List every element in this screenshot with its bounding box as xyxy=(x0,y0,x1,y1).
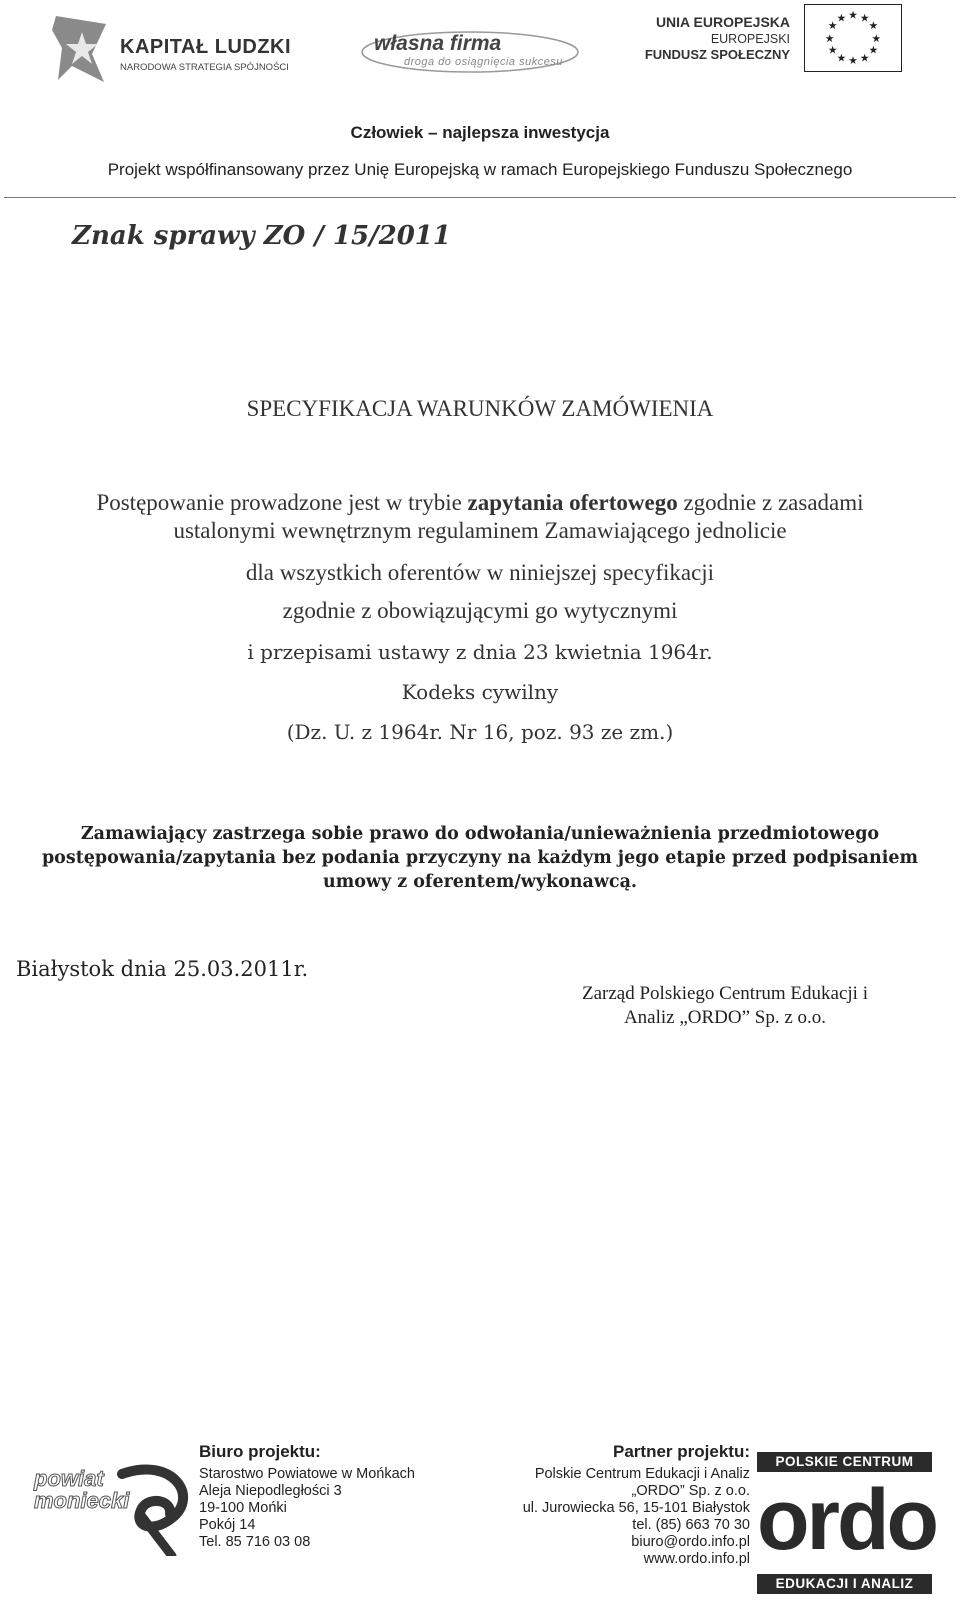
svg-text:★: ★ xyxy=(871,31,882,45)
project-office-line: Pokój 14 xyxy=(199,1517,256,1533)
project-partner-line: ul. Jurowiecka 56, 15-101 Białystok xyxy=(522,1500,750,1516)
project-partner-email[interactable]: biuro@ordo.info.pl xyxy=(631,1534,750,1550)
svg-text:★: ★ xyxy=(868,19,879,33)
case-number: Znak sprawy ZO / 15/2011 xyxy=(72,221,451,251)
project-partner-line: „ORDO” Sp. z o.o. xyxy=(631,1483,750,1499)
procedure-line-6: Kodeks cywilny xyxy=(401,680,559,704)
project-partner-website[interactable]: www.ordo.info.pl xyxy=(643,1551,750,1567)
kapital-ludzki-subtitle: NARODOWA STRATEGIA SPÓJNOŚCI xyxy=(120,62,289,73)
ordo-logo-bottom: EDUKACJI I ANALIZ xyxy=(757,1574,932,1594)
project-partner-phone: tel. (85) 663 70 30 xyxy=(632,1517,750,1533)
project-office-line: 19-100 Mońki xyxy=(199,1500,287,1516)
procedure-mode: zapytania ofertowego xyxy=(467,490,678,515)
header-project-note: Projekt współfinansowany przez Unię Europejską w ramach Europejskiego Funduszu Społecznego xyxy=(107,160,853,179)
svg-text:★: ★ xyxy=(827,43,838,57)
header-motto: Człowiek – najlepsza inwestycja xyxy=(350,123,610,142)
header-divider xyxy=(4,197,956,198)
eu-logo-line1: UNIA EUROPEJSKA xyxy=(655,14,790,30)
eu-social-fund-logo xyxy=(644,4,922,72)
svg-text:★: ★ xyxy=(824,31,835,45)
svg-text:★: ★ xyxy=(848,54,858,68)
document-title: SPECYFIKACJA WARUNKÓW ZAMÓWIENIA xyxy=(246,396,714,421)
powiat-moniecki-emblem-icon xyxy=(22,1456,192,1556)
reservation-clause: Zamawiający zastrzega sobie prawo do odwołania/unieważnienia przedmiotowego postępowania/zapytania bez podania przyczyny na każdym jego etapie przed podpisaniem umowy z oferentem/wykonawcą. xyxy=(41,824,919,892)
board-signature-line-2: Analiz „ORDO” Sp. z o.o. xyxy=(623,1007,827,1028)
project-office-line: Starostwo Powiatowe w Mońkach xyxy=(199,1466,415,1482)
svg-text:★: ★ xyxy=(868,43,879,57)
svg-text:★: ★ xyxy=(859,11,870,25)
svg-text:★: ★ xyxy=(827,19,838,33)
ordo-logo-word: ordo xyxy=(757,1472,937,1568)
kapital-ludzki-title: KAPITAŁ LUDZKI xyxy=(120,36,292,58)
svg-text:★: ★ xyxy=(859,51,870,65)
procedure-line-7: (Dz. U. z 1964r. Nr 16, poz. 93 ze zm.) xyxy=(286,720,674,744)
powiat-moniecki-logo xyxy=(22,1456,192,1556)
procedure-line-2: ustalonymi wewnętrznym regulaminem Zamawiającego jednolicie xyxy=(173,518,787,543)
procedure-line-1: Postępowanie prowadzone jest w trybie zapytania ofertowego zgodnie z zasadami xyxy=(96,490,864,515)
ordo-logo-top: POLSKIE CENTRUM xyxy=(757,1452,932,1472)
svg-text:★: ★ xyxy=(836,51,847,65)
svg-text:★: ★ xyxy=(836,11,847,25)
wlasna-firma-logo xyxy=(360,28,590,76)
svg-text:★: ★ xyxy=(848,8,858,22)
eu-logo-line3: FUNDUSZ SPOŁECZNY xyxy=(644,47,790,62)
ordo-logo xyxy=(757,1452,937,1594)
project-office-phone: Tel. 85 716 03 08 xyxy=(199,1534,311,1550)
project-partner-line: Polskie Centrum Edukacji i Analiz xyxy=(534,1466,750,1482)
powiat-logo-line1: powiat xyxy=(34,1466,104,1491)
kapital-ludzki-logo xyxy=(52,14,292,84)
procedure-line-3: dla wszystkich oferentów w niniejszej specyfikacji xyxy=(245,560,715,585)
project-office-line: Aleja Niepodległości 3 xyxy=(199,1483,342,1499)
eu-logo-line2: EUROPEJSKI xyxy=(710,32,790,46)
place-and-date: Białystok dnia 25.03.2011r. xyxy=(16,957,309,981)
wlasna-firma-title: własna firma xyxy=(374,32,502,55)
procedure-line-5: i przepisami ustawy z dnia 23 kwietnia 1964r. xyxy=(247,640,713,664)
wlasna-firma-subtitle: droga do osiągnięcia sukcesu xyxy=(404,56,563,68)
project-partner-heading: Partner projektu: xyxy=(613,1442,750,1461)
powiat-logo-line2: moniecki xyxy=(34,1488,130,1513)
procedure-line-4: zgodnie z obowiązującymi go wytycznymi xyxy=(282,598,678,623)
kapital-ludzki-star-icon xyxy=(52,14,110,84)
project-office-heading: Biuro projektu: xyxy=(199,1442,321,1461)
eu-flag-icon xyxy=(804,4,902,72)
board-signature-line-1: Zarząd Polskiego Centrum Edukacji i xyxy=(582,983,868,1004)
